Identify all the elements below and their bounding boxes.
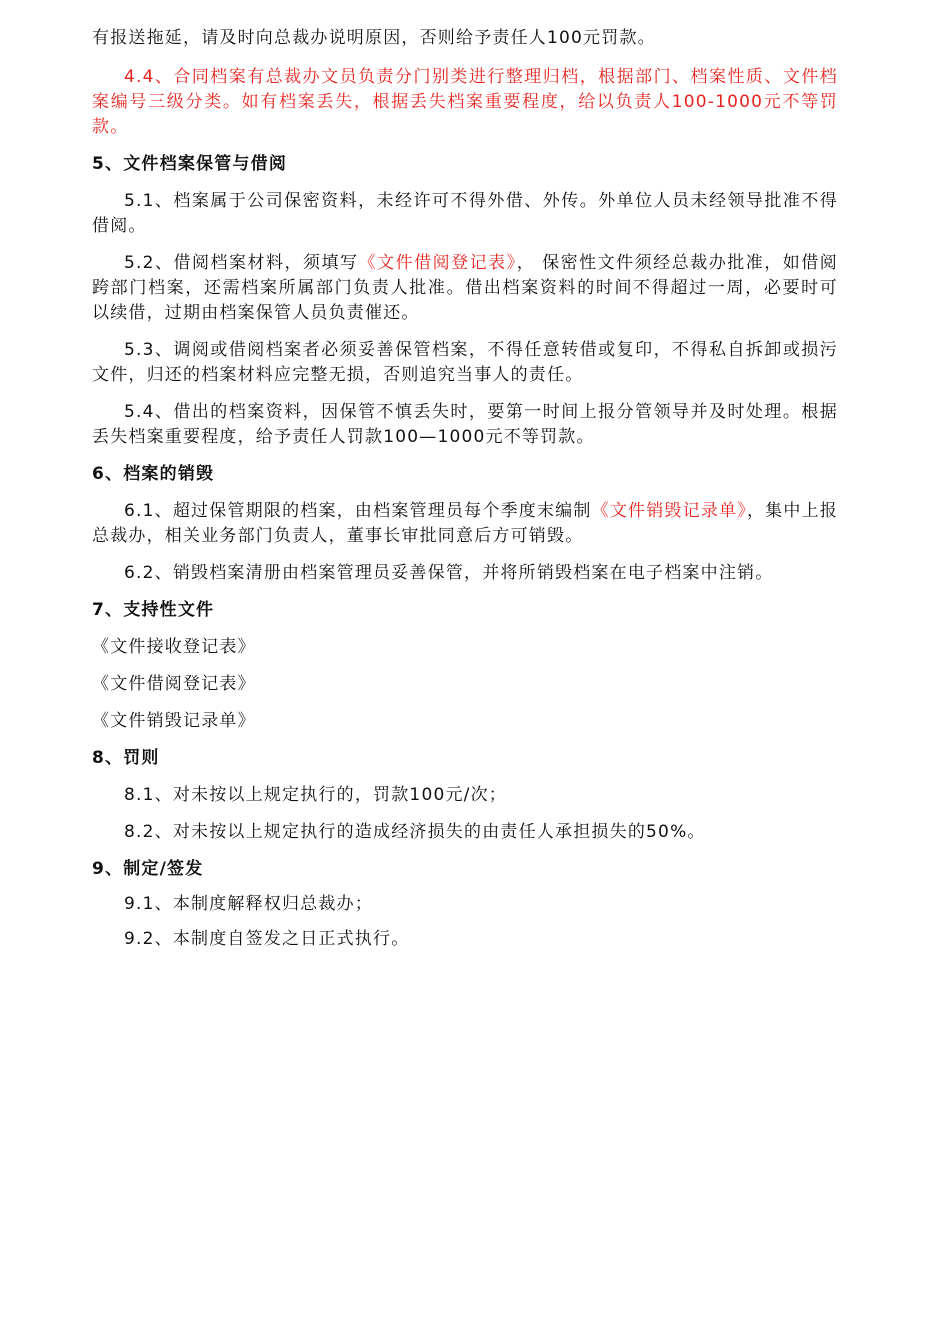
section-6-heading: 6、档案的销毁 [92,464,215,484]
paragraph-6-1-text-b: ，集中上报总裁办，相关业务部门负责人，董事长审批同意后方可销毁。 [92,501,838,546]
supporting-doc-item: 《文件销毁记录单》 [92,711,256,731]
paragraph-5-3: 5.3、调阅或借阅档案者必须妥善保管档案，不得任意转借或复印，不得私自拆卸或损污文件，归还的档案材料应完整无损，否则追究当事人的责任。 [92,340,838,385]
section-9-heading: 9、制定/签发 [92,859,204,879]
paragraph-6-1-text-a: 6.1、超过保管期限的档案，由档案管理员每个季度末编制 [124,501,592,521]
paragraph-8-2: 8.2、对未按以上规定执行的造成经济损失的由责任人承担损失的50%。 [124,822,706,842]
supporting-doc-item: 《文件借阅登记表》 [92,674,256,694]
section-8-heading: 8、罚则 [92,748,160,768]
paragraph-6-2: 6.2、销毁档案清册由档案管理员妥善保管，并将所销毁档案在电子档案中注销。 [124,563,774,583]
section-7-heading: 7、支持性文件 [92,600,215,620]
form-reference-destroy-record: 《文件销毁记录单》 [591,501,747,521]
paragraph-5-2 [92,251,838,326]
paragraph-6-1 [92,499,838,549]
form-reference-borrow-register: 《文件借阅登记表》 [358,253,517,273]
paragraph-5-2-text-a: 5.2、借阅档案材料，须填写 [124,253,359,273]
paragraph-9-1: 9.1、本制度解释权归总裁办； [124,894,374,914]
paragraph-9-2: 9.2、本制度自签发之日正式执行。 [124,929,410,949]
document-page [92,26,838,964]
section-5-heading: 5、文件档案保管与借阅 [92,154,288,174]
paragraph-5-2-text-b: ， 保密性文件须经总裁办批准，如借阅跨部门档案，还需档案所属部门负责人批准。借出档案资料的时间不得超过一周，必要时可以续借，过期由档案保管人员负责催还。 [92,253,838,323]
paragraph-continuation: 有报送拖延，请及时向总裁办说明原因，否则给予责任人100元罚款。 [92,28,656,48]
supporting-doc-item: 《文件接收登记表》 [92,637,256,657]
paragraph-5-4: 5.4、借出的档案资料，因保管不慎丢失时，要第一时间上报分管领导并及时处理。根据丢失档案重要程度，给予责任人罚款100—1000元不等罚款。 [92,402,838,447]
paragraph-5-1: 5.1、档案属于公司保密资料，未经许可不得外借、外传。外单位人员未经领导批准不得借阅。 [92,191,838,236]
paragraph-4-4: 4.4、合同档案有总裁办文员负责分门别类进行整理归档，根据部门、档案性质、文件档案编号三级分类。如有档案丢失，根据丢失档案重要程度，给以负责人100-1000元不等罚款。 [92,67,838,137]
paragraph-8-1: 8.1、对未按以上规定执行的，罚款100元/次； [124,785,508,805]
